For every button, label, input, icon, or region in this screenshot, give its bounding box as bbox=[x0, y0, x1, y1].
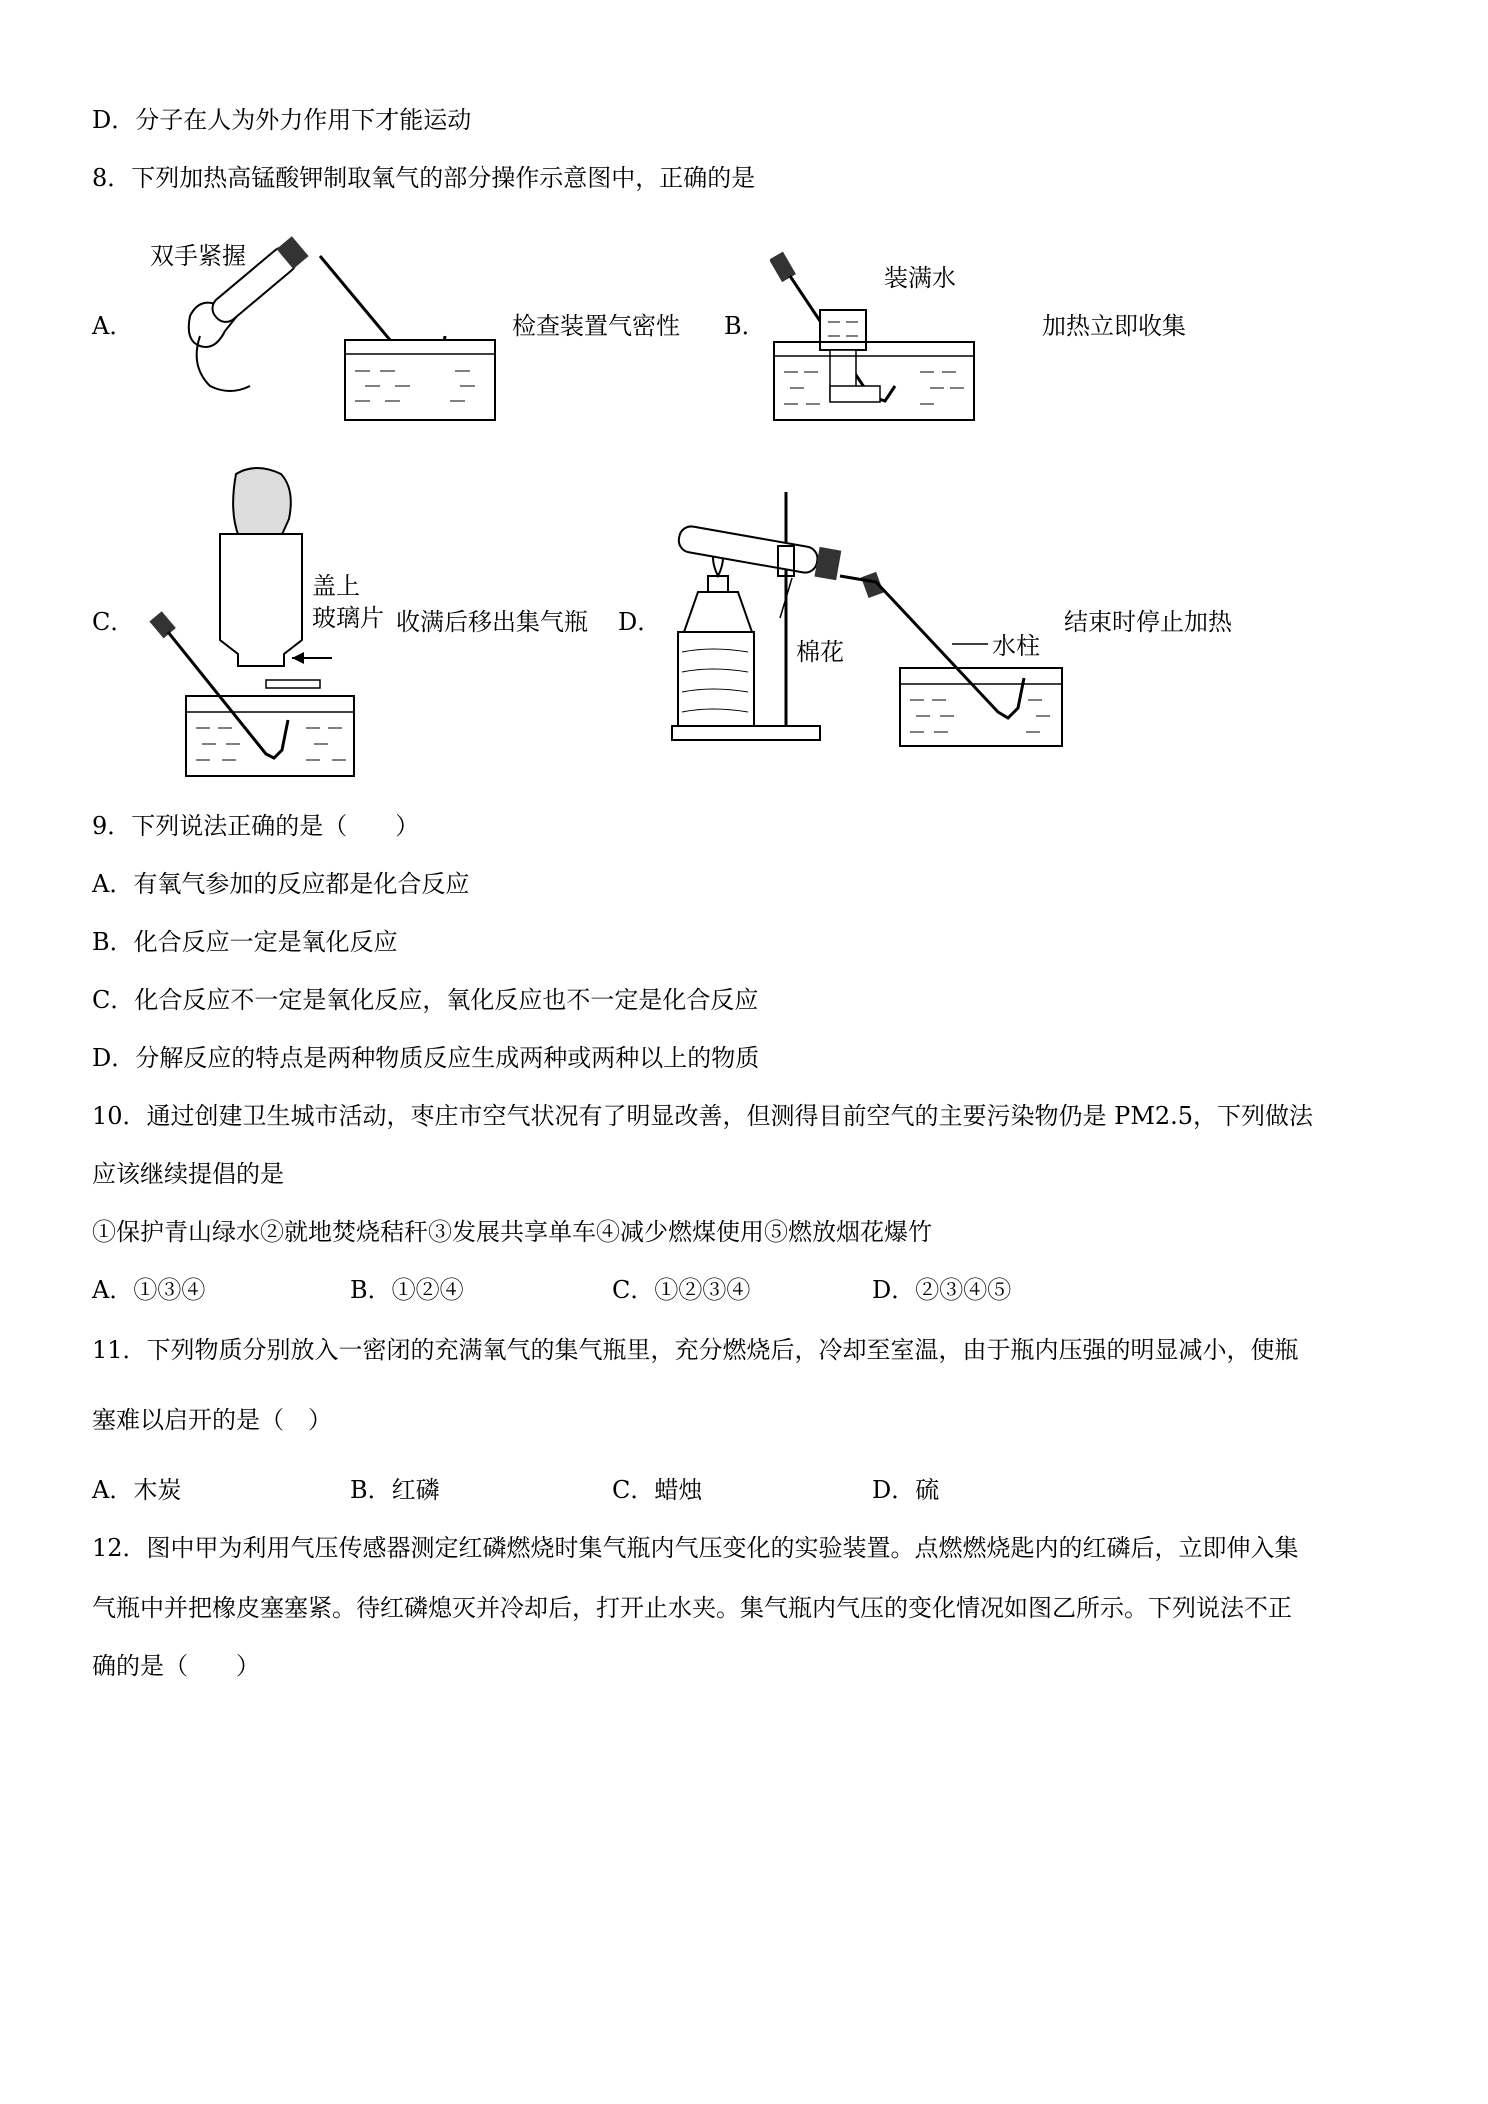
q11-stem-line2: 塞难以启开的是（ ） bbox=[92, 1406, 332, 1434]
fig-b-label-water: 装满水 bbox=[884, 264, 956, 292]
q8-option-c-caption: 收满后移出集气瓶 bbox=[396, 608, 588, 636]
q10-stem-line2: 应该继续提倡的是 bbox=[92, 1160, 284, 1188]
q12-stem-line3: 确的是（ ） bbox=[92, 1652, 260, 1680]
q10-option-a: A．①③④ bbox=[92, 1276, 206, 1304]
q10-option-b: B．①②④ bbox=[350, 1276, 464, 1304]
q9-option-a: A．有氧气参加的反应都是化合反应 bbox=[92, 870, 470, 898]
q8-option-c-letter: C． bbox=[92, 608, 135, 636]
q8-option-b-caption: 加热立即收集 bbox=[1042, 312, 1186, 340]
q11-option-a: A．木炭 bbox=[92, 1476, 182, 1504]
q9-option-d: D．分解反应的特点是两种物质反应生成两种或两种以上的物质 bbox=[92, 1044, 760, 1072]
q11-option-b: B．红磷 bbox=[350, 1476, 440, 1504]
figure-a-airtightness-check bbox=[150, 236, 500, 426]
q8-option-a-letter: A． bbox=[92, 312, 134, 340]
q8-option-d-letter: D． bbox=[618, 608, 662, 636]
q12-stem-line1: 12．图中甲为利用气压传感器测定红磷燃烧时集气瓶内气压变化的实验装置。点燃燃烧匙内的红磷后，立即伸入集 bbox=[92, 1534, 1299, 1562]
fig-d-label-cotton: 棉花 bbox=[796, 638, 844, 666]
q10-option-c: C．①②③④ bbox=[612, 1276, 751, 1304]
fig-c-label-glass: 玻璃片 bbox=[312, 604, 384, 632]
q11-option-d: D．硫 bbox=[872, 1476, 940, 1504]
q10-stem-line1: 10．通过创建卫生城市活动，枣庄市空气状况有了明显改善，但测得目前空气的主要污染物仍是 PM2.5，下列做法 bbox=[92, 1102, 1314, 1130]
fig-d-label-water-column: 水柱 bbox=[992, 632, 1040, 660]
q9-option-b: B．化合反应一定是氧化反应 bbox=[92, 928, 398, 956]
q7-option-d: D．分子在人为外力作用下才能运动 bbox=[92, 106, 472, 134]
figure-c-remove-bottle bbox=[146, 464, 406, 784]
q10-items: ①保护青山绿水②就地焚烧秸秆③发展共享单车④减少燃煤使用⑤燃放烟花爆竹 bbox=[92, 1218, 932, 1246]
figure-b-collect bbox=[770, 246, 990, 426]
q11-stem-line1: 11．下列物质分别放入一密闭的充满氧气的集气瓶里，充分燃烧后，冷却至室温，由于瓶内压强的明显减小，使瓶 bbox=[92, 1336, 1299, 1364]
q9-stem: 9．下列说法正确的是（ ） bbox=[92, 812, 420, 840]
q8-option-b-letter: B． bbox=[724, 312, 766, 340]
q8-option-a-caption: 检查装置气密性 bbox=[512, 312, 680, 340]
q12-stem-line2: 气瓶中并把橡皮塞塞紧。待红磷熄灭并冷却后，打开止水夹。集气瓶内气压的变化情况如图乙所示。下列说法不正 bbox=[92, 1594, 1292, 1622]
q8-option-d-caption: 结束时停止加热 bbox=[1064, 608, 1232, 636]
q8-stem: 8．下列加热高锰酸钾制取氧气的部分操作示意图中，正确的是 bbox=[92, 164, 756, 192]
fig-a-label-hands: 双手紧握 bbox=[150, 242, 246, 270]
fig-c-label-cover: 盖上 bbox=[312, 572, 360, 600]
q11-option-c: C．蜡烛 bbox=[612, 1476, 703, 1504]
q10-option-d: D．②③④⑤ bbox=[872, 1276, 1012, 1304]
figure-d-stop-heating bbox=[668, 492, 1068, 752]
q9-option-c: C．化合反应不一定是氧化反应，氧化反应也不一定是化合反应 bbox=[92, 986, 759, 1014]
